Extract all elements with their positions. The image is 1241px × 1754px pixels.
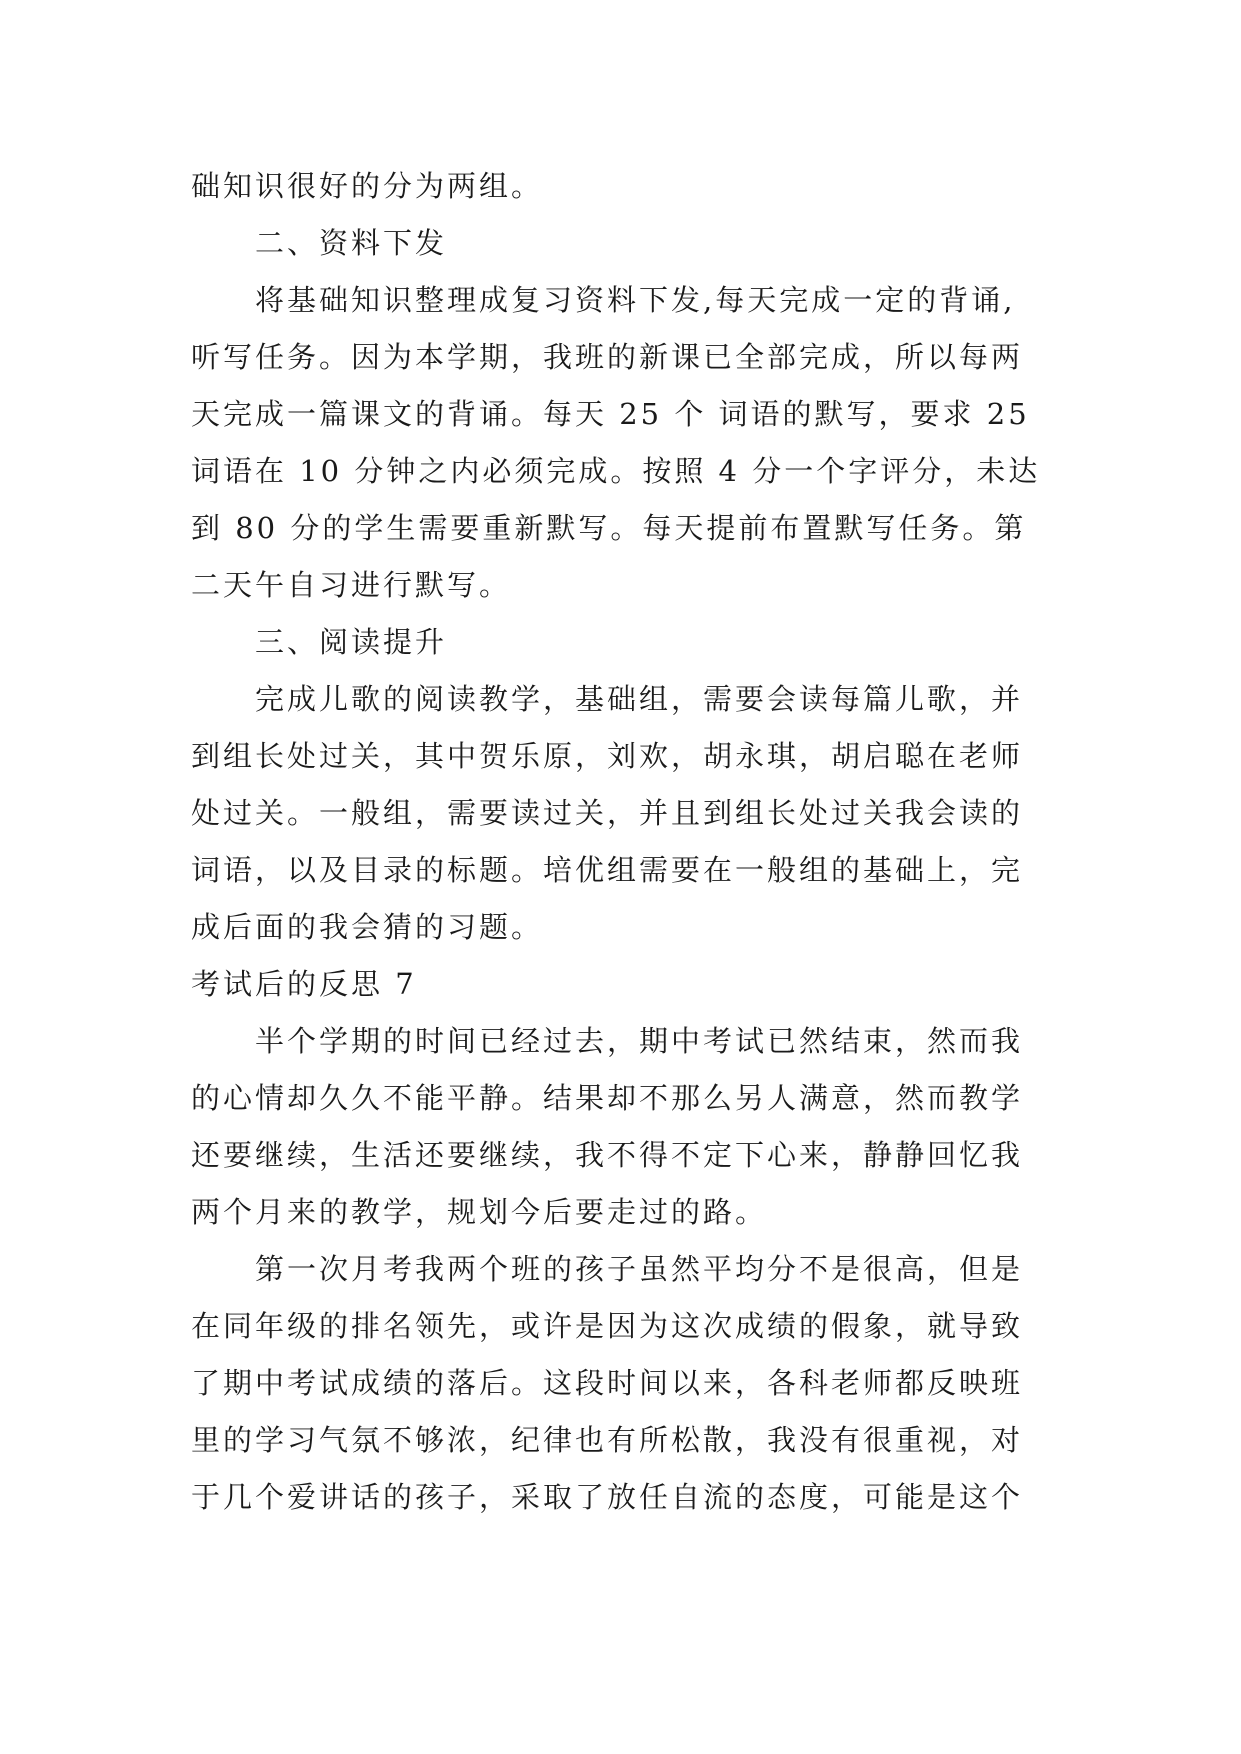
article-title: 考试后的反思 7 — [191, 967, 417, 1001]
paragraph-line: 词语，以及目录的标题。培优组需要在一般组的基础上，完 — [191, 853, 1024, 887]
paragraph-line: 处过关。一般组，需要读过关，并且到组长处过关我会读的 — [191, 796, 1024, 830]
paragraph-line: 在同年级的排名领先，或许是因为这次成绩的假象，就导致 — [191, 1309, 1024, 1343]
section-heading-reading: 三、阅读提升 — [255, 625, 448, 659]
paragraph-line: 二天午自习进行默写。 — [191, 568, 512, 602]
paragraph-line: 词语在 10 分钟之内必须完成。按照 4 分一个字评分，未达 — [191, 454, 1041, 488]
paragraph-line: 半个学期的时间已经过去，期中考试已然结束，然而我 — [255, 1024, 1024, 1058]
paragraph-line: 完成儿歌的阅读教学，基础组，需要会读每篇儿歌，并 — [255, 682, 1024, 716]
paragraph-line: 还要继续，生活还要继续，我不得不定下心来，静静回忆我 — [191, 1138, 1024, 1172]
paragraph-line: 到组长处过关，其中贺乐原，刘欢，胡永琪，胡启聪在老师 — [191, 739, 1024, 773]
paragraph-line: 于几个爱讲话的孩子，采取了放任自流的态度，可能是这个 — [191, 1480, 1024, 1514]
section-heading-materials: 二、资料下发 — [255, 226, 448, 260]
paragraph-line: 了期中考试成绩的落后。这段时间以来，各科老师都反映班 — [191, 1366, 1024, 1400]
paragraph-line: 的心情却久久不能平静。结果却不那么另人满意，然而教学 — [191, 1081, 1024, 1115]
paragraph-line: 第一次月考我两个班的孩子虽然平均分不是很高，但是 — [255, 1252, 1024, 1286]
paragraph-line: 听写任务。因为本学期，我班的新课已全部完成，所以每两 — [191, 340, 1024, 374]
paragraph-line: 成后面的我会猜的习题。 — [191, 910, 544, 944]
paragraph-line: 将基础知识整理成复习资料下发,每天完成一定的背诵, — [255, 283, 1016, 317]
text-line: 础知识很好的分为两组。 — [191, 169, 544, 203]
paragraph-line: 两个月来的教学，规划今后要走过的路。 — [191, 1195, 768, 1229]
paragraph-line: 里的学习气氛不够浓，纪律也有所松散，我没有很重视，对 — [191, 1423, 1024, 1457]
paragraph-line: 天完成一篇课文的背诵。每天 25 个 词语的默写，要求 25 — [191, 397, 1030, 431]
paragraph-line: 到 80 分的学生需要重新默写。每天提前布置默写任务。第 — [191, 511, 1027, 545]
